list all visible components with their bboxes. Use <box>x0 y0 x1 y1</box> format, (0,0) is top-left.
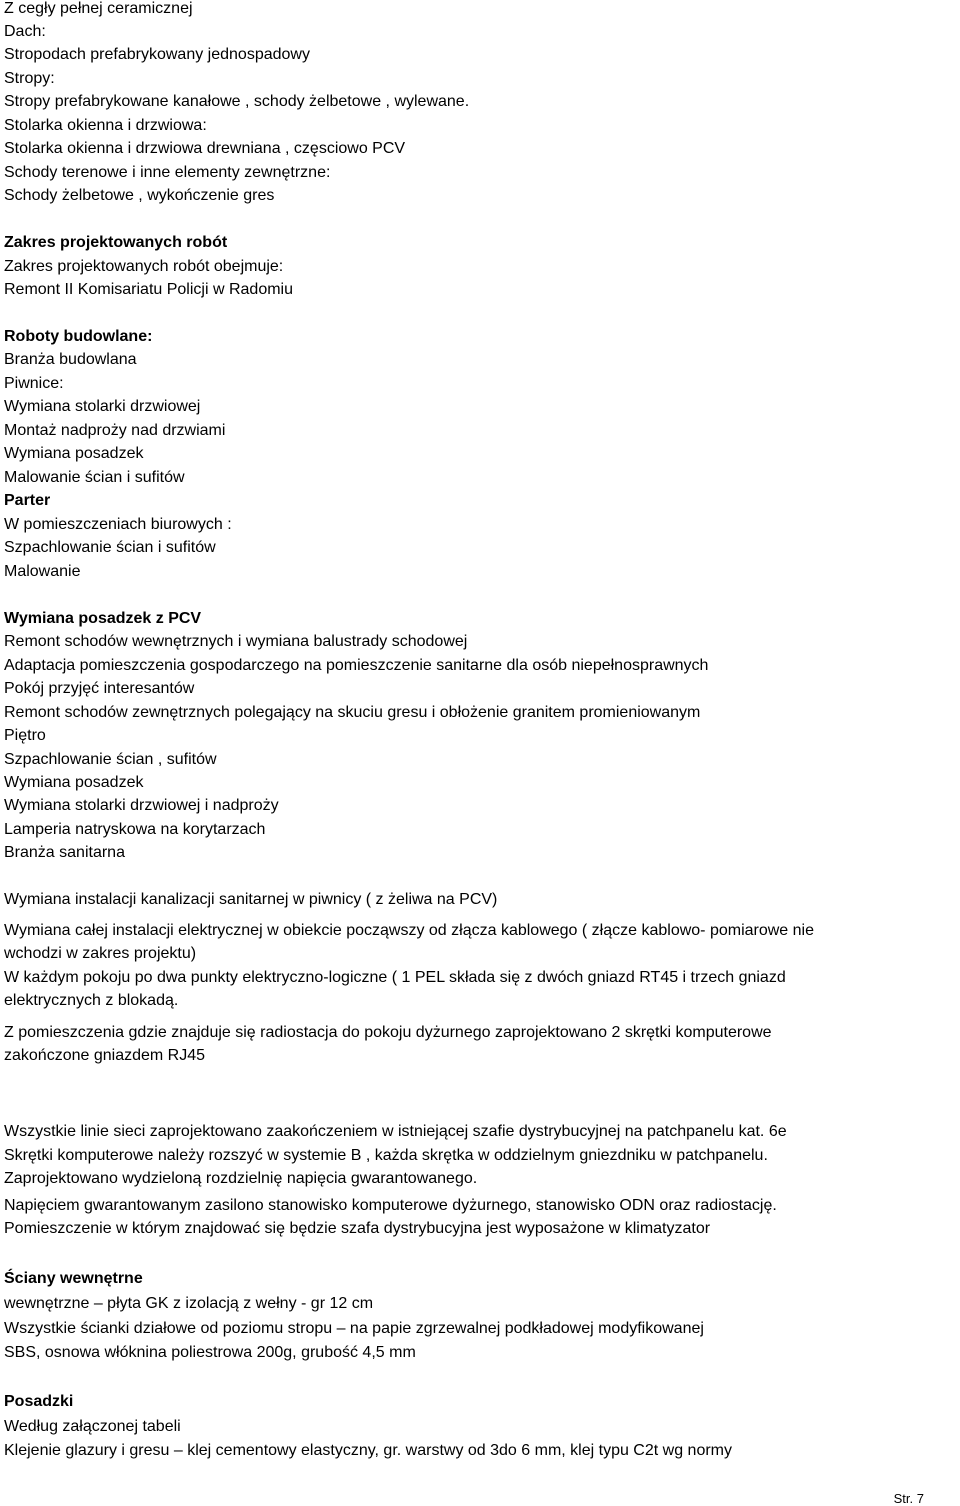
section-heading: Posadzki <box>4 1393 74 1410</box>
text-line: Stolarka okienna i drzwiowa: <box>4 117 207 134</box>
text-line: W każdym pokoju po dwa punkty elektryczno-logiczne ( 1 PEL składa się z dwóch gniazd RT45 i trzech gniazd <box>4 969 786 986</box>
section-heading: Parter <box>4 492 51 509</box>
text-line: Malowanie <box>4 563 81 580</box>
text-line: Dach: <box>4 23 46 40</box>
section-heading: Ściany wewnętrne <box>4 1270 143 1287</box>
text-line: Remont schodów wewnętrznych i wymiana balustrady schodowej <box>4 633 468 650</box>
text-line: Z cegły pełnej ceramicznej <box>4 0 193 17</box>
text-line: zakończone gniazdem RJ45 <box>4 1047 206 1064</box>
text-line: SBS, osnowa włóknina poliestrowa 200g, grubość 4,5 mm <box>4 1344 416 1361</box>
text-line: Stolarka okienna i drzwiowa drewniana , częsciowo PCV <box>4 140 406 157</box>
text-line: Branża sanitarna <box>4 844 125 861</box>
text-line: Z pomieszczenia gdzie znajduje się radiostacja do pokoju dyżurnego zaprojektowano 2 skrętki komputerowe <box>4 1024 772 1041</box>
text-line: Wymiana stolarki drzwiowej <box>4 398 201 415</box>
text-line: Wszystkie linie sieci zaprojektowano zaakończeniem w istniejącej szafie dystrybucyjnej na patchpanelu kat. 6e <box>4 1123 787 1140</box>
text-line: Szpachlowanie ścian , sufitów <box>4 751 217 768</box>
text-line: Malowanie ścian i sufitów <box>4 469 185 486</box>
text-line: Wymiana posadzek <box>4 445 144 462</box>
text-line: Adaptacja pomieszczenia gospodarczego na pomieszczenie sanitarne dla osób niepełnosprawnych <box>4 657 709 674</box>
text-line: Wymiana całej instalacji elektrycznej w obiekcie począwszy od złącza kablowego ( złącze kablowo- pomiarowe nie <box>4 922 814 939</box>
text-line: wchodzi w zakres projektu) <box>4 945 197 962</box>
text-line: Stropy: <box>4 70 55 87</box>
text-line: Zaprojektowano wydzieloną rozdzielnię napięcia gwarantowanego. <box>4 1170 478 1187</box>
text-line: Schody żelbetowe , wykończenie gres <box>4 187 275 204</box>
text-line: Wymiana stolarki drzwiowej i nadproży <box>4 797 279 814</box>
text-line: Stropy prefabrykowane kanałowe , schody żelbetowe , wylewane. <box>4 93 470 110</box>
text-line: Według załączonej tabeli <box>4 1418 181 1435</box>
section-heading: Zakres projektowanych robót <box>4 234 228 251</box>
text-line: Zakres projektowanych robót obejmuje: <box>4 258 284 275</box>
text-line: Wszystkie ścianki działowe od poziomu stropu – na papie zgrzewalnej podkładowej modyfikowanej <box>4 1320 704 1337</box>
text-line: Szpachlowanie ścian i sufitów <box>4 539 216 556</box>
text-line: Pomieszczenie w którym znajdować się będzie szafa dystrybucyjna jest wyposażone w klimatyzator <box>4 1220 711 1237</box>
text-line: wewnętrzne – płyta GK z izolacją z wełny - gr 12 cm <box>4 1295 374 1312</box>
text-line: Schody terenowe i inne elementy zewnętrzne: <box>4 164 331 181</box>
text-line: W pomieszczeniach biurowych : <box>4 516 232 533</box>
text-line: Klejenie glazury i gresu – klej cementowy elastyczny, gr. warstwy od 3do 6 mm, klej typu C2t wg normy <box>4 1442 732 1459</box>
text-line: Branża budowlana <box>4 351 137 368</box>
text-line: Remont II Komisariatu Policji w Radomiu <box>4 281 293 298</box>
section-heading: Wymiana posadzek z PCV <box>4 610 202 627</box>
text-line: Pokój przyjęć interesantów <box>4 680 195 697</box>
text-line: Piwnice: <box>4 375 64 392</box>
section-heading: Roboty budowlane: <box>4 328 153 345</box>
text-line: Stropodach prefabrykowany jednospadowy <box>4 46 310 63</box>
text-line: Remont schodów zewnętrznych polegający na skuciu gresu i obłożenie granitem promieniowanym <box>4 704 701 721</box>
text-line: Skrętki komputerowe należy rozszyć w systemie B , każda skrętka w oddzielnym gniezdniku w patchpanelu. <box>4 1147 768 1164</box>
text-line: Napięciem gwarantowanym zasilono stanowisko komputerowe dyżurnego, stanowisko ODN oraz radiostację. <box>4 1197 777 1214</box>
page-number: Str. 7 <box>893 1491 924 1506</box>
text-line: Piętro <box>4 727 46 744</box>
text-line: Lamperia natryskowa na korytarzach <box>4 821 266 838</box>
text-line: Wymiana posadzek <box>4 774 144 791</box>
text-line: Wymiana instalacji kanalizacji sanitarnej w piwnicy ( z żeliwa na PCV) <box>4 891 498 908</box>
text-line: Montaż nadproży nad drzwiami <box>4 422 226 439</box>
text-line: elektrycznych z blokadą. <box>4 992 179 1009</box>
